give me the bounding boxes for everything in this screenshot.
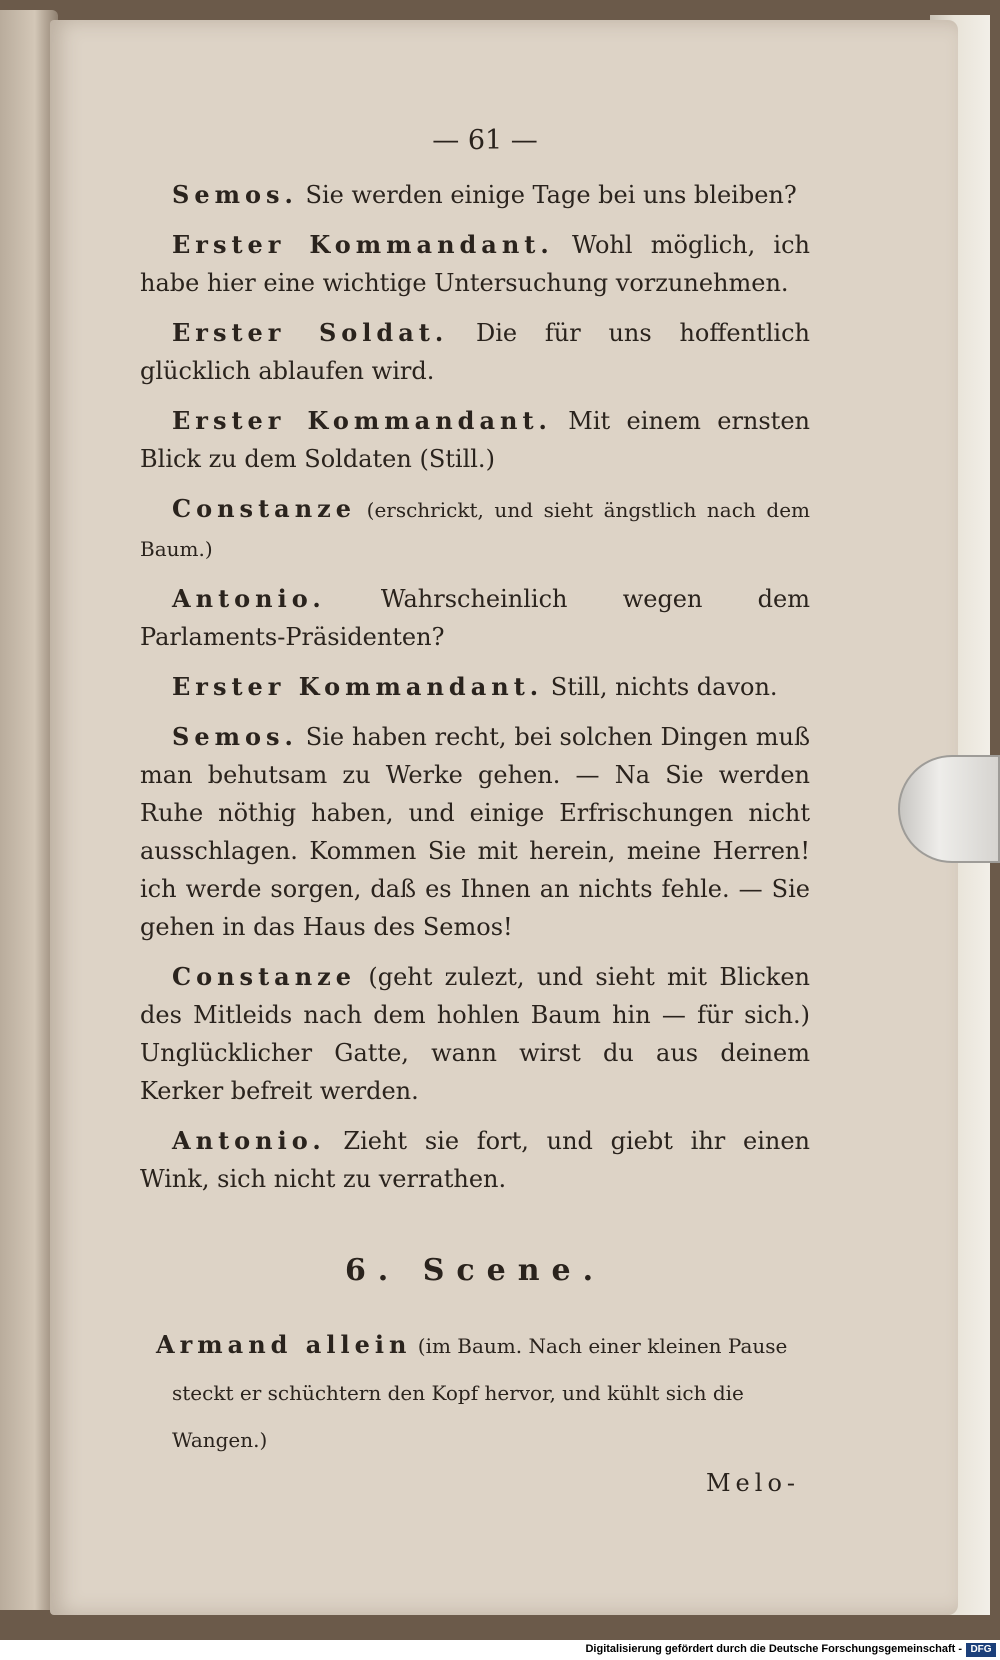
dialogue-paragraph bbox=[140, 176, 810, 214]
speaker-name: Erster Soldat. bbox=[172, 318, 449, 347]
page-clip bbox=[898, 755, 1000, 863]
scene-heading: 6. Scene. bbox=[344, 1253, 606, 1288]
dialogue-text: Wahrscheinlich wegen dem Parlaments-Präsidenten? bbox=[140, 585, 810, 651]
dialogue-paragraph bbox=[140, 580, 810, 656]
speaker-name: Erster Kommandant. bbox=[172, 406, 552, 435]
dialogue-text: Still, nichts davon. bbox=[543, 673, 778, 701]
dialogue-text: (geht zulezt, und sieht mit Blicken des Mitleids nach dem hohlen Baum hin — für sich.) Unglücklicher Gatte, wann wirst du aus deinem Kerker befreit werden. bbox=[140, 963, 810, 1105]
dialogue-paragraph bbox=[140, 402, 810, 478]
speaker-name: Armand allein bbox=[156, 1330, 412, 1359]
catchword: Melo- bbox=[705, 1469, 800, 1497]
speaker-name: Constanze bbox=[172, 962, 357, 991]
dialogue-paragraph bbox=[140, 314, 810, 390]
stage-direction-text: (im Baum. Nach einer kleinen Pause steckt er schüchtern den Kopf hervor, und kühlt sich die Wangen.) bbox=[172, 1334, 788, 1452]
dialogue-paragraph bbox=[140, 958, 810, 1110]
stage-direction bbox=[140, 1322, 810, 1463]
dialogue-text: Die für uns hoffentlich glücklich ablaufen wird. bbox=[140, 319, 810, 385]
stage-direction-text: (erschrickt, und sieht ängstlich nach dem Baum.) bbox=[140, 498, 810, 561]
dialogue-text: Mit einem ernsten Blick zu dem Soldaten (Still.) bbox=[140, 407, 810, 473]
speaker-name: Semos. bbox=[172, 722, 298, 751]
speaker-name: Erster Kommandant. bbox=[172, 230, 554, 259]
dfg-logo: DFG bbox=[966, 1643, 996, 1657]
speaker-name: Antonio. bbox=[172, 1126, 326, 1155]
dialogue-text: Sie haben recht, bei solchen Dingen muß man behutsam zu Werke gehen. — Na Sie werden Ruhe nöthig haben, und einige Erfrischungen nicht ausschlagen. Kommen Sie mit herein, meine Herren! ich werde sorgen, daß es Ihnen an nichts fehle. — Sie gehen in das Haus des Semos! bbox=[140, 723, 810, 941]
speaker-name: Constanze bbox=[172, 494, 357, 523]
dialogue-paragraph bbox=[140, 226, 810, 302]
funding-credit: Digitalisierung gefördert durch die Deutsche Forschungsgemeinschaft - bbox=[585, 1643, 962, 1655]
dialogue-text: Wohl möglich, ich habe hier eine wichtige Untersuchung vorzunehmen. bbox=[140, 231, 810, 297]
speaker-name: Antonio. bbox=[172, 584, 326, 613]
dialogue-paragraph bbox=[140, 1122, 810, 1198]
dialogue-paragraph bbox=[140, 490, 810, 568]
dialogue-paragraph bbox=[140, 718, 810, 946]
dialogue-text: Sie werden einige Tage bei uns bleiben? bbox=[297, 181, 797, 209]
page-number: — 61 — bbox=[432, 125, 538, 156]
dialogue-paragraph bbox=[140, 668, 810, 706]
speaker-name: Semos. bbox=[172, 180, 298, 209]
dialogue-text: Zieht sie fort, und giebt ihr einen Wink, sich nicht zu verrathen. bbox=[140, 1127, 810, 1193]
page-text bbox=[140, 125, 810, 1497]
speaker-name: Erster Kommandant. bbox=[172, 672, 544, 701]
